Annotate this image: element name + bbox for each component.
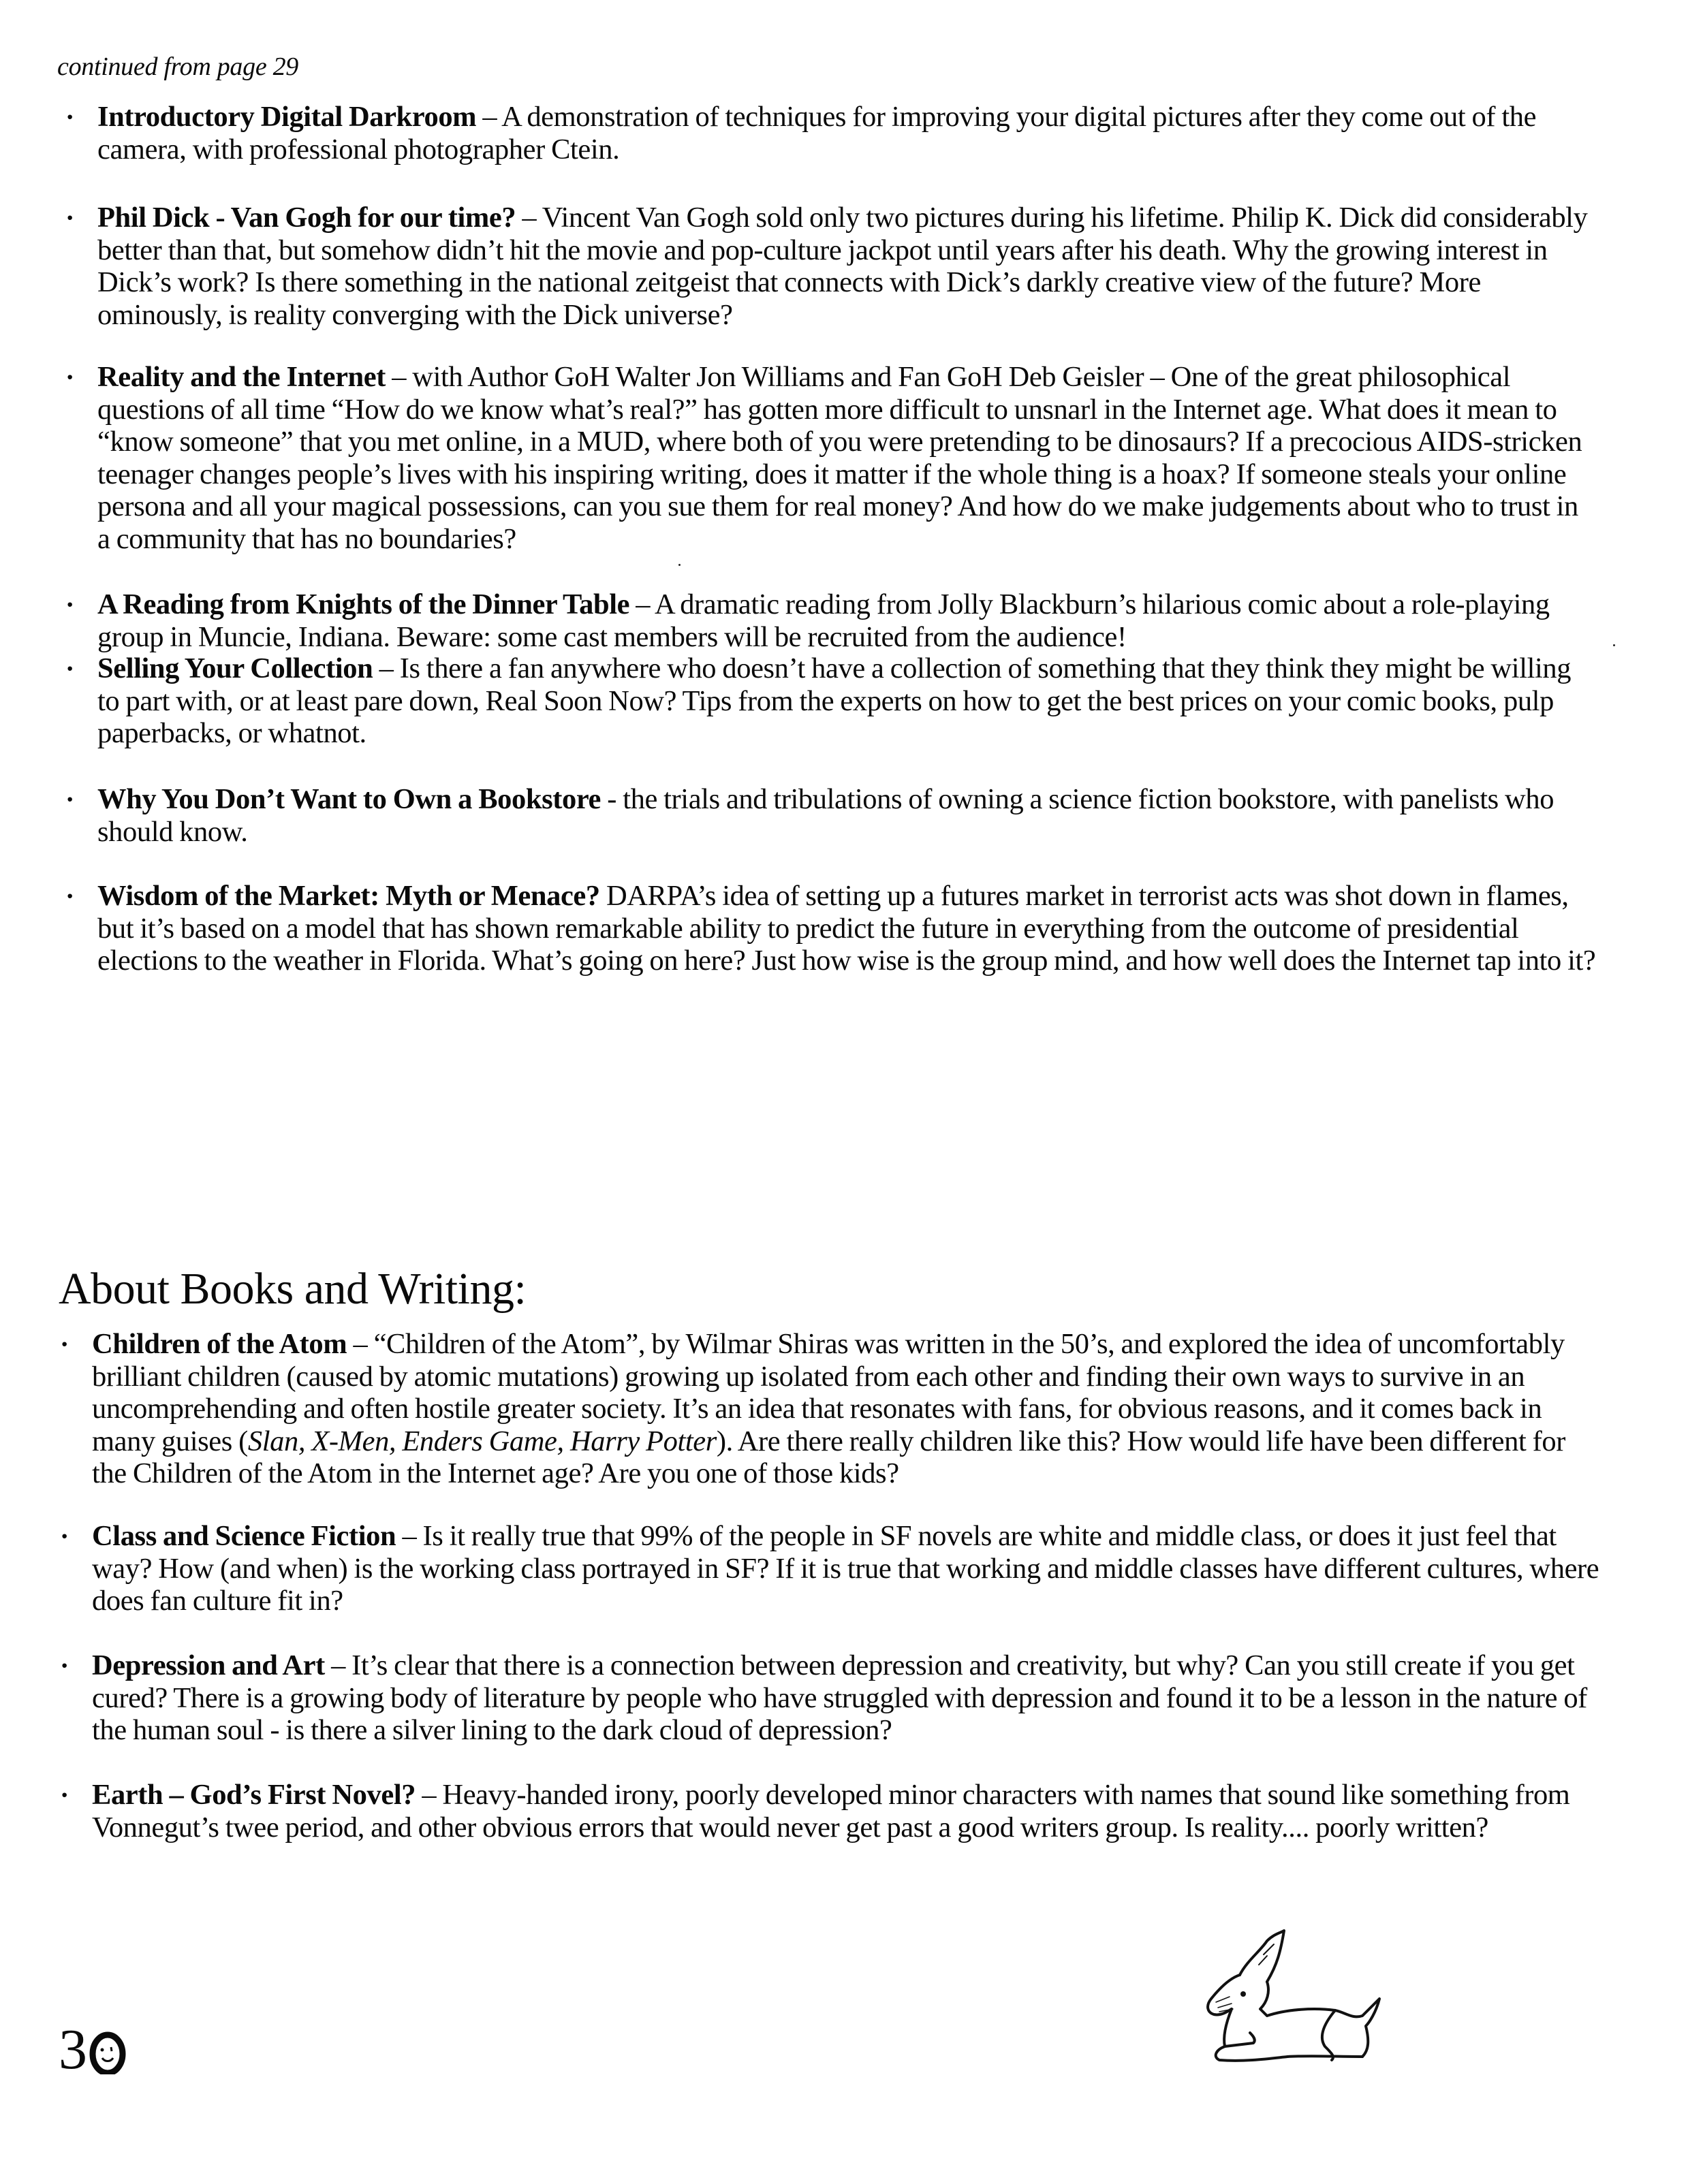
page-number: [59, 2018, 127, 2081]
bullet-icon: ·: [65, 653, 75, 684]
item-body: - the trials and tribulations of owning a science fiction bookstore, with panelists who should know.: [97, 783, 1554, 848]
continued-from-note: continued from page 29: [57, 52, 298, 81]
item-body: – It’s clear that there is a connection between depression and creativity, but why? Can you still create if you get cured? There is a growing body of literature by people who have struggled with depression and found it to be a lesson in the nature of the human soul - is there a silver lining to the dark cloud of depression?: [92, 1649, 1587, 1746]
item-text: [92, 1328, 1601, 1490]
item-body: DARPA’s idea of setting up a futures market in terrorist acts was shot down in flames, but it’s based on a model that has shown remarkable ability to predict the future in everything from the outcome of presidential elections to the weather in Florida. What’s going on here? Just how wise is the group mind, and how well does the Internet tap into it?: [97, 880, 1596, 977]
bullet-icon: ·: [65, 101, 75, 132]
rabbit-head: [1208, 1975, 1240, 2014]
item-title: Class and Science Fiction: [92, 1520, 396, 1552]
item-body-italic: Slan, X-Men, Enders Game, Harry Potter: [247, 1425, 717, 1457]
rabbit-back: [1322, 2010, 1335, 2060]
bullet-icon: ·: [65, 784, 75, 814]
item-body: – Vincent Van Gogh sold only two pictures during his lifetime. Philip K. Dick did considerably better than that, but somehow didn’t hit the movie and pop-culture jackpot until years after his death. Why the growing interest in Dick’s work? Is there something in the national zeitgeist that connects with Dick’s darkly creative view of the future? More ominously, is reality converging with the Dick universe?: [97, 202, 1588, 331]
section-heading: About Books and Writing:: [59, 1263, 527, 1314]
item-body: – Is there a fan anywhere who doesn’t have a collection of something that they think they might be willing to part with, or at least pare down, Real Soon Now? Tips from the experts on how to get the best prices on your comic books, pulp paperbacks, or whatnot.: [97, 652, 1572, 749]
rabbit-illustration: [1172, 1914, 1390, 2063]
item-text: [97, 880, 1596, 977]
item-body: – Heavy-handed irony, poorly developed minor characters with names that sound like something from Vonnegut’s twee period, and other obvious errors that would never get past a good writers group. Is reality.... poorly written?: [92, 1779, 1570, 1843]
item-body: – Is it really true that 99% of the people in SF novels are white and middle class, or does it just feel that way? How (and when) is the working class portrayed in SF? If it is true that working and middle classes have different cultures, where does fan culture fit in?: [92, 1520, 1599, 1617]
item-text: [92, 1649, 1601, 1747]
item-body: – with Author GoH Walter Jon Williams and Fan GoH Deb Geisler – One of the great philosophical questions of all time “How do we know what’s real?” has gotten more difficult to unsnarl in the Internet age. What does it mean to “know someone” that you met online, in a MUD, where both of you were pretending to be dinosaurs? If a precocious AIDS-stricken teenager changes people’s lives with his inspiring writing, does it matter if the whole thing is a hoax? If someone steals your online persona and all your magical possessions, can you sue them for real money? And how do we make judgements about who to trust in a community that has no boundaries?: [97, 361, 1582, 555]
item-title: Selling Your Collection: [97, 652, 373, 684]
rabbit-ear: [1240, 1931, 1284, 1982]
item-title: Earth – God’s First Novel?: [92, 1779, 416, 1811]
item-title: A Reading from Knights of the Dinner Table: [97, 588, 630, 620]
bullet-icon: ·: [65, 202, 75, 233]
item-title: Reality and the Internet: [97, 361, 386, 393]
bullet-icon: ·: [65, 589, 75, 620]
rabbit-eye: [1240, 1991, 1246, 1997]
scan-speck: [1613, 644, 1615, 646]
item-text: [97, 588, 1596, 653]
rabbit-paws: [1216, 2046, 1362, 2061]
item-title: Introductory Digital Darkroom: [97, 101, 477, 133]
item-title: Phil Dick - Van Gogh for our time?: [97, 202, 516, 234]
item-title: Depression and Art: [92, 1649, 325, 1681]
bullet-icon: ·: [60, 1521, 69, 1551]
item-title: Wisdom of the Market: Myth or Menace?: [97, 880, 600, 912]
bullet-icon: ·: [65, 362, 75, 392]
item-text: [97, 202, 1596, 331]
smiley-zero-icon: [89, 2029, 127, 2074]
item-text: [92, 1779, 1601, 1843]
item-title: Children of the Atom: [92, 1328, 347, 1360]
rabbit-neck: [1260, 1982, 1379, 2057]
bullet-icon: ·: [60, 1329, 69, 1359]
item-text: [97, 101, 1596, 165]
item-text: [92, 1520, 1601, 1617]
item-text: [97, 652, 1596, 750]
item-body: ). Are there really children like this? How would life have been different for the Children of the Atom in the Internet age? Are you one of those kids?: [92, 1425, 1565, 1489]
item-text: [97, 783, 1596, 848]
page-number-digit: 3: [59, 2018, 87, 2081]
bullet-icon: ·: [60, 1779, 69, 1810]
scan-speck: [678, 564, 681, 566]
item-title: Why You Don’t Want to Own a Bookstore: [97, 783, 601, 815]
bullet-icon: ·: [65, 881, 75, 911]
item-text: [97, 361, 1596, 555]
bullet-icon: ·: [60, 1650, 69, 1681]
item-body: – A dramatic reading from Jolly Blackburn’s hilarious comic about a role-playing group in Muncie, Indiana. Beware: some cast members will be recruited from the audience!: [97, 588, 1550, 653]
rabbit-front-leg: [1224, 2009, 1255, 2046]
item-body: – A demonstration of techniques for improving your digital pictures after they come out of the camera, with professional photographer Ctein.: [97, 101, 1537, 165]
item-body: – “Children of the Atom”, by Wilmar Shiras was written in the 50’s, and explored the idea of uncomfortably brilliant children (caused by atomic mutations) growing up isolated from each other and finding their own ways to survive in an uncomprehending and often hostile greater society. It’s an idea that resonates with fans, for obvious reasons, and it comes back in many guises (: [92, 1328, 1565, 1457]
